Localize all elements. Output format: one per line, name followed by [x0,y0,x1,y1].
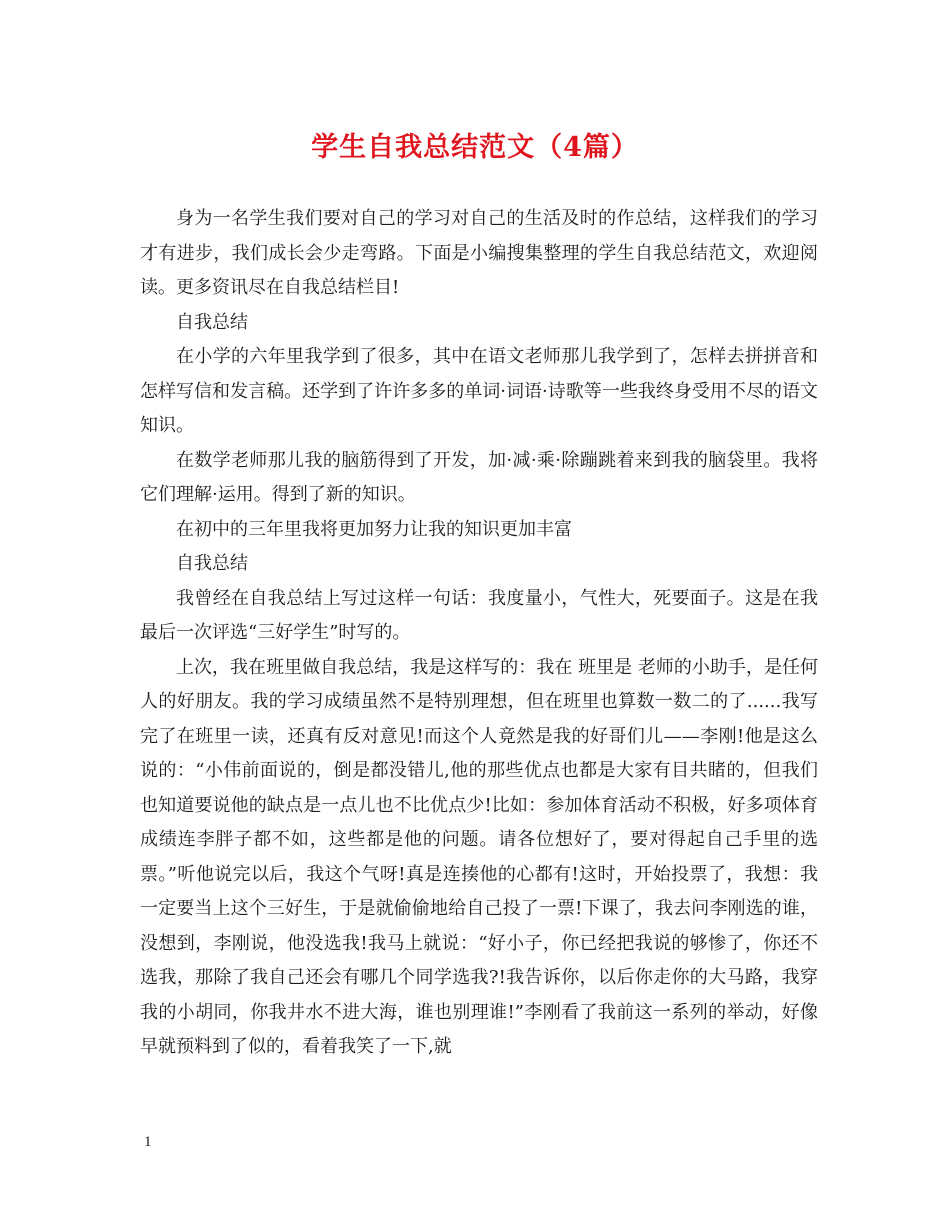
document-title: 学生自我总结范文（4篇） [311,132,639,163]
document-body [140,202,818,1065]
section-heading: 自我总结 [176,553,248,574]
body-paragraph: 上次，我在班里做自我总结，我是这样写的：我在 班里是 老师的小助手，是任何人的好朋友。我的学习成绩虽然不是特别理想，但在班里也算数一数二的了......我写完了在班里一读，还真有反对意见!而这个人竟然是我的好哥们儿——李刚!他是这么说的：“小伟前面说的，倒是都没错儿,他的那些优点也都是大家有目共睹的，但我们也知道要说他的缺点是一点儿也不比优点少!比如：参加体育活动不积极，好多项体育成绩连李胖子都不如，这些都是他的问题。请各位想好了，要对得起自己手里的选票。”听他说完以后，我这个气呀!真是连揍他的心都有!这时，开始投票了，我想：我一定要当上这个三好生，于是就偷偷地给自己投了一票!下课了，我去问李刚选的谁，没想到，李刚说，他没选我!我马上就说：“好小子，你已经把我说的够惨了，你还不选我，那除了我自己还会有哪几个同学选我?!我告诉你，以后你走你的大马路，我穿我的小胡同，你我井水不进大海，谁也别理谁!”李刚看了我前这一系列的举动，好像早就预料到了似的，看着我笑了一下,就 [140,656,818,1057]
body-paragraph: 我曾经在自我总结上写过这样一句话：我度量小，气性大，死要面子。这是在我最后一次评选“三好学生”时写的。 [140,587,818,643]
intro-paragraph: 身为一名学生我们要对自己的学习对自己的生活及时的作总结，这样我们的学习才有进步，我们成长会少走弯路。下面是小编搜集整理的学生自我总结范文，欢迎阅读。更多资讯尽在自我总结栏目! [140,208,818,298]
section-heading: 自我总结 [176,311,248,333]
body-paragraph: 在数学老师那儿我的脑筋得到了开发，加·减·乘·除蹦跳着来到我的脑袋里。我将它们理解·运用。得到了新的知识。 [140,449,818,505]
body-paragraph: 在初中的三年里我将更加努力让我的知识更加丰富 [176,518,572,540]
body-paragraph: 在小学的六年里我学到了很多，其中在语文老师那儿我学到了，怎样去拼拼音和怎样写信和发言稿。还学到了许许多多的单词·词语·诗歌等一些我终身受用不尽的语文知识。 [140,346,818,436]
page-number: 1 [144,1134,152,1150]
